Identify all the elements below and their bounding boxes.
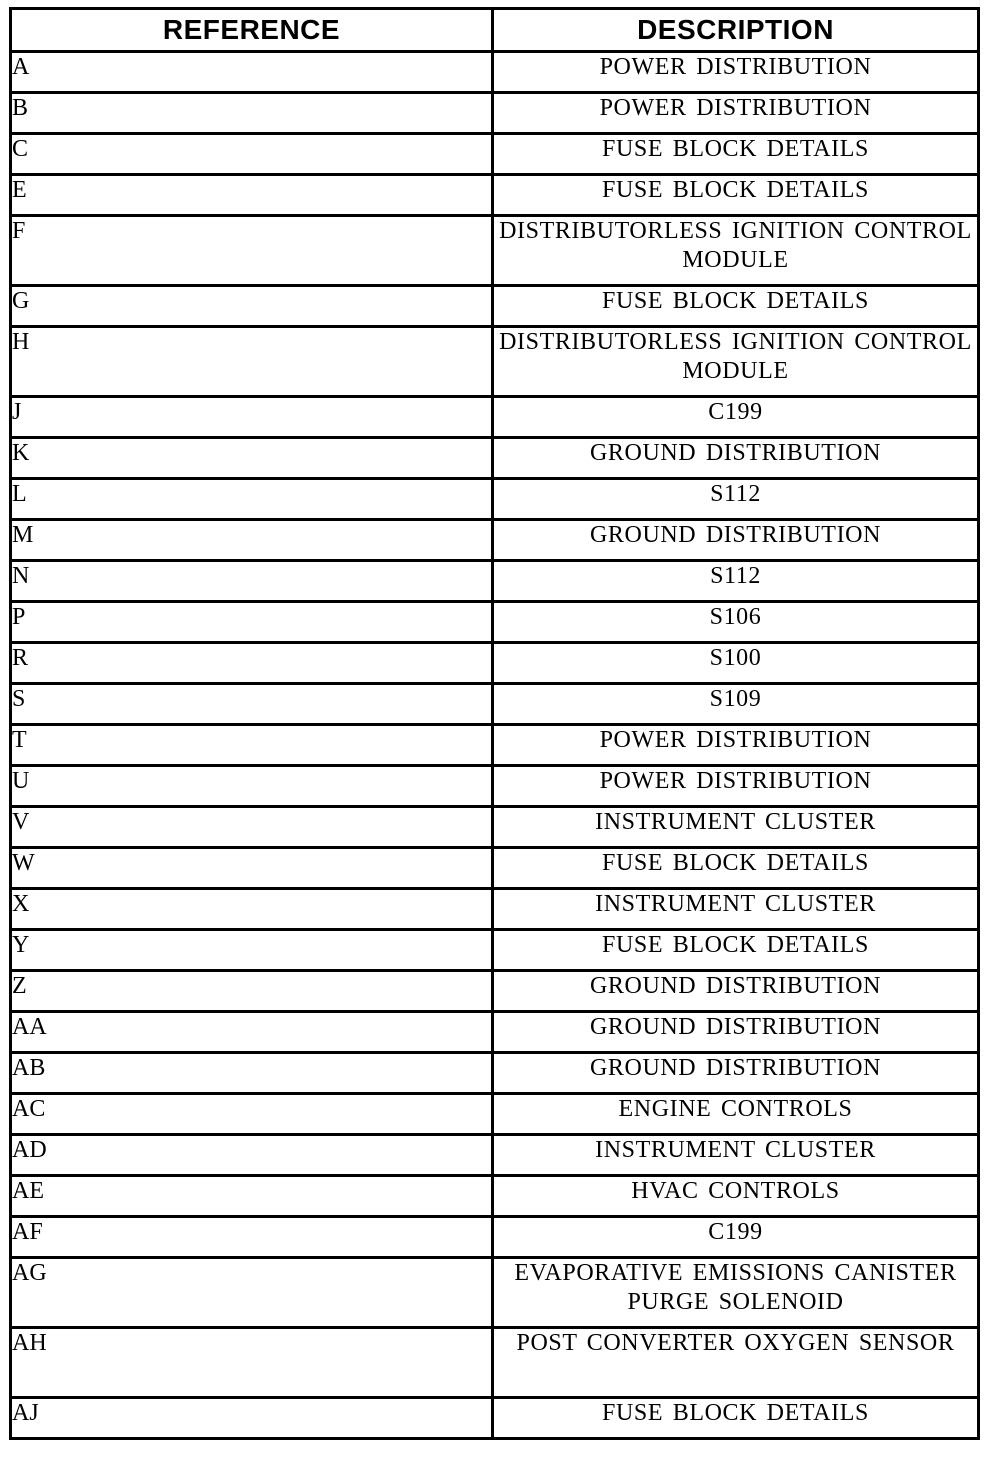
table-row — [11, 848, 979, 889]
description-cell: GROUND DISTRIBUTION — [493, 971, 979, 1012]
table-row — [11, 1328, 979, 1398]
reference-cell: AE — [11, 1176, 493, 1217]
header-row — [11, 9, 979, 52]
description-cell: DISTRIBUTORLESS IGNITION CONTROL MODULE — [493, 216, 979, 286]
table-row — [11, 216, 979, 286]
table-row — [11, 1398, 979, 1439]
table-row — [11, 52, 979, 93]
description-cell: FUSE BLOCK DETAILS — [493, 930, 979, 971]
reference-header: REFERENCE — [11, 9, 493, 52]
table-row — [11, 930, 979, 971]
description-cell: S109 — [493, 684, 979, 725]
description-cell: FUSE BLOCK DETAILS — [493, 848, 979, 889]
reference-cell: L — [11, 479, 493, 520]
table-row — [11, 725, 979, 766]
description-cell: FUSE BLOCK DETAILS — [493, 134, 979, 175]
description-cell: S112 — [493, 479, 979, 520]
table-row — [11, 479, 979, 520]
reference-cell: AC — [11, 1094, 493, 1135]
description-cell: ENGINE CONTROLS — [493, 1094, 979, 1135]
table-row — [11, 766, 979, 807]
table-row — [11, 1258, 979, 1328]
description-cell: S112 — [493, 561, 979, 602]
table-row — [11, 1053, 979, 1094]
description-cell: GROUND DISTRIBUTION — [493, 1053, 979, 1094]
table-row — [11, 684, 979, 725]
reference-cell: AA — [11, 1012, 493, 1053]
reference-cell: X — [11, 889, 493, 930]
table-row — [11, 602, 979, 643]
table-row — [11, 1094, 979, 1135]
reference-cell: K — [11, 438, 493, 479]
description-cell: FUSE BLOCK DETAILS — [493, 1398, 979, 1439]
table-row — [11, 807, 979, 848]
table-row — [11, 327, 979, 397]
description-cell: S100 — [493, 643, 979, 684]
reference-cell: V — [11, 807, 493, 848]
reference-cell: P — [11, 602, 493, 643]
reference-cell: F — [11, 216, 493, 286]
table-row — [11, 93, 979, 134]
reference-cell: AD — [11, 1135, 493, 1176]
table-row — [11, 438, 979, 479]
table-row — [11, 1012, 979, 1053]
reference-cell: AH — [11, 1328, 493, 1398]
description-cell: GROUND DISTRIBUTION — [493, 520, 979, 561]
description-cell: POWER DISTRIBUTION — [493, 766, 979, 807]
reference-cell: AF — [11, 1217, 493, 1258]
table-row — [11, 286, 979, 327]
reference-cell: AB — [11, 1053, 493, 1094]
table-row — [11, 561, 979, 602]
reference-cell: H — [11, 327, 493, 397]
description-cell: C199 — [493, 1217, 979, 1258]
reference-cell: Y — [11, 930, 493, 971]
reference-cell: M — [11, 520, 493, 561]
description-cell: DISTRIBUTORLESS IGNITION CONTROL MODULE — [493, 327, 979, 397]
description-cell: GROUND DISTRIBUTION — [493, 438, 979, 479]
reference-cell: R — [11, 643, 493, 684]
table-row — [11, 643, 979, 684]
table-row — [11, 1176, 979, 1217]
description-cell: C199 — [493, 397, 979, 438]
reference-cell: AG — [11, 1258, 493, 1328]
table-row — [11, 889, 979, 930]
description-header: DESCRIPTION — [493, 9, 979, 52]
table-row — [11, 1217, 979, 1258]
description-cell: POWER DISTRIBUTION — [493, 52, 979, 93]
reference-cell: AJ — [11, 1398, 493, 1439]
reference-cell: N — [11, 561, 493, 602]
table-row — [11, 971, 979, 1012]
description-cell: INSTRUMENT CLUSTER — [493, 807, 979, 848]
reference-cell: G — [11, 286, 493, 327]
description-cell: POST CONVERTER OXYGEN SENSOR — [493, 1328, 979, 1398]
description-cell: POWER DISTRIBUTION — [493, 93, 979, 134]
table-body — [11, 52, 979, 1439]
table-row — [11, 397, 979, 438]
description-cell: INSTRUMENT CLUSTER — [493, 889, 979, 930]
reference-cell: B — [11, 93, 493, 134]
description-cell: EVAPORATIVE EMISSIONS CANISTER PURGE SOLENOID — [493, 1258, 979, 1328]
reference-cell: W — [11, 848, 493, 889]
table-row — [11, 134, 979, 175]
description-cell: FUSE BLOCK DETAILS — [493, 175, 979, 216]
description-cell: S106 — [493, 602, 979, 643]
description-cell: POWER DISTRIBUTION — [493, 725, 979, 766]
description-cell: GROUND DISTRIBUTION — [493, 1012, 979, 1053]
reference-cell: U — [11, 766, 493, 807]
reference-cell: S — [11, 684, 493, 725]
table-row — [11, 520, 979, 561]
reference-cell: T — [11, 725, 493, 766]
reference-cell: Z — [11, 971, 493, 1012]
table-row — [11, 1135, 979, 1176]
reference-cell: E — [11, 175, 493, 216]
description-cell: FUSE BLOCK DETAILS — [493, 286, 979, 327]
description-cell: INSTRUMENT CLUSTER — [493, 1135, 979, 1176]
description-cell: HVAC CONTROLS — [493, 1176, 979, 1217]
reference-table — [9, 7, 980, 1440]
table-row — [11, 175, 979, 216]
reference-cell: A — [11, 52, 493, 93]
reference-cell: C — [11, 134, 493, 175]
reference-cell: J — [11, 397, 493, 438]
